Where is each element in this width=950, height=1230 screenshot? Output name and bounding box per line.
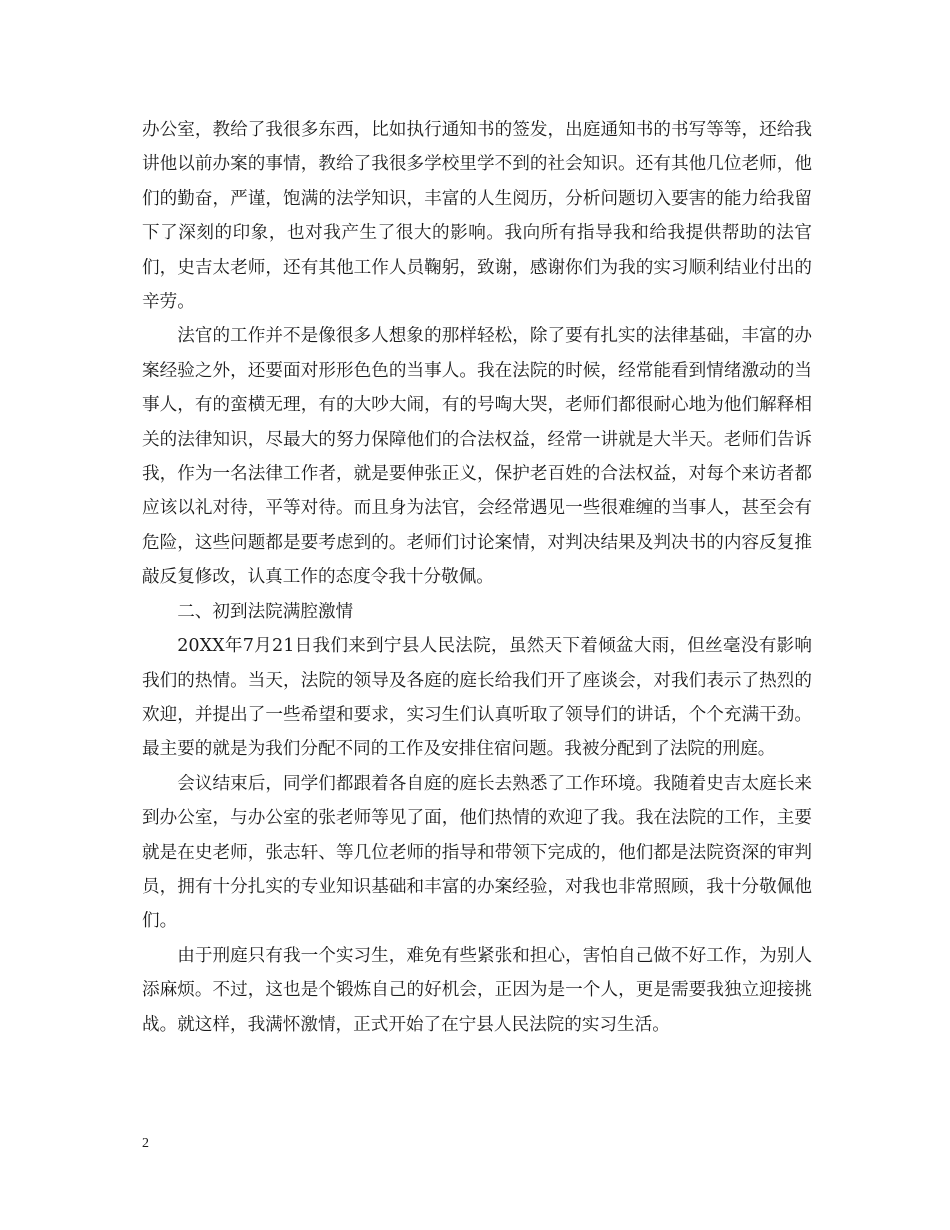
document-body bbox=[142, 113, 812, 1042]
section-heading: 二、初到法院满腔激情 bbox=[177, 601, 354, 622]
page-number: 2 bbox=[142, 1136, 149, 1151]
paragraph-3: 20XX年7月21日我们来到宁县人民法院，虽然天下着倾盆大雨，但丝毫没有影响我们的热情。当天，法院的领导及各庭的庭长给我们开了座谈会，对我们表示了热烈的欢迎，并提出了一些希望和要求，实习生们认真听取了领导们的讲话，个个充满干劲。最主要的就是为我们分配不同的工作及安排住宿问题。我被分配到了法院的刑庭。 bbox=[142, 636, 812, 760]
paragraph-4: 会议结束后，同学们都跟着各自庭的庭长去熟悉了工作环境。我随着史吉太庭长来到办公室，与办公室的张老师等见了面，他们热情的欢迎了我。我在法院的工作，主要就是在史老师，张志轩、等几位老师的指导和带领下完成的，他们都是法院资深的审判员，拥有十分扎实的专业知识基础和丰富的办案经验，对我也非常照顾，我十分敬佩他们。 bbox=[142, 773, 812, 932]
paragraph-1: 办公室，教给了我很多东西，比如执行通知书的签发，出庭通知书的书写等等，还给我讲他以前办案的事情，教给了我很多学校里学不到的社会知识。还有其他几位老师，他们的勤奋，严谨，饱满的法学知识，丰富的人生阅历，分析问题切入要害的能力给我留下了深刻的印象，也对我产生了很大的影响。我向所有指导我和给我提供帮助的法官们，史吉太老师，还有其他工作人员鞠躬，致谢，感谢你们为我的实习顺利结业付出的辛劳。 bbox=[142, 120, 812, 313]
paragraph-5: 由于刑庭只有我一个实习生，难免有些紧张和担心，害怕自己做不好工作，为别人添麻烦。不过，这也是个锻炼自己的好机会，正因为是一个人，更是需要我独立迎接挑战。就这样，我满怀激情，正式开始了在宁县人民法院的实习生活。 bbox=[142, 945, 812, 1035]
paragraph-2: 法官的工作并不是像很多人想象的那样轻松，除了要有扎实的法律基础，丰富的办案经验之外，还要面对形形色色的当事人。我在法院的时候，经常能看到情绪激动的当事人，有的蛮横无理，有的大吵大闹，有的号啕大哭，老师们都很耐心地为他们解释相关的法律知识，尽最大的努力保障他们的合法权益，经常一讲就是大半天。老师们告诉我，作为一名法律工作者，就是要伸张正义，保护老百姓的合法权益，对每个来访者都应该以礼对待，平等对待。而且身为法官，会经常遇见一些很难缠的当事人，甚至会有危险，这些问题都是要考虑到的。老师们讨论案情，对判决结果及判决书的内容反复推敲反复修改，认真工作的态度令我十分敬佩。 bbox=[142, 326, 812, 588]
